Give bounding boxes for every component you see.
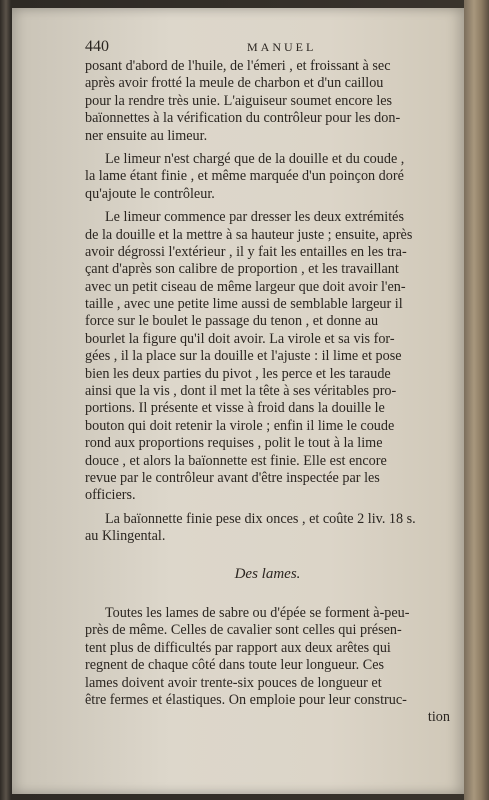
text-line: revue par le contrôleur avant d'être inspectée par les	[85, 469, 380, 486]
text-line: au Klingental.	[85, 528, 166, 545]
text-line: tion	[427, 709, 450, 726]
text-line: après avoir frotté la meule de charbon et d'un caillou	[85, 75, 384, 92]
text-line: lames doivent avoir trente-six pouces de longueur et	[85, 674, 382, 691]
text-line: douce , et alors la baïonnette est finie. Elle est encore	[85, 452, 387, 469]
text-line: gées , il la place sur la douille et l'ajuste : il lime et pose	[85, 348, 402, 365]
text-line: avoir dégrossi l'extérieur , il y fait les entailles en les tra-	[85, 243, 407, 260]
text-line: Le limeur commence par dresser les deux extrémités	[105, 209, 404, 226]
text-line: de la douille et la mettre à sa hauteur juste ; ensuite, après	[85, 226, 413, 243]
text-line: être fermes et élastiques. On emploie pour leur construc-	[85, 691, 407, 708]
text-line: Le limeur n'est chargé que de la douille et du coude ,	[105, 150, 405, 167]
text-line: portions. Il présente et visse à froid dans la douille le	[85, 400, 385, 417]
text-line: rond aux proportions requises , polit le tout à la lime	[85, 435, 383, 452]
text-line: près de même. Celles de cavalier sont celles qui présen-	[85, 622, 402, 639]
page-number: 440	[85, 38, 109, 55]
paragraph	[85, 209, 450, 505]
paragraph	[85, 151, 450, 203]
text-line: bien les deux parties du pivot , les perce et les taraude	[85, 365, 391, 382]
running-head: MANUEL	[247, 40, 317, 54]
text-line: bourlet la figure qu'il doit avoir. La virole et sa vis for-	[85, 330, 395, 347]
text-line: avec un petit ciseau de même largeur que doit avoir l'en-	[85, 278, 406, 295]
text-line: qu'ajoute le contrôleur.	[85, 185, 215, 202]
text-line: officiers.	[85, 487, 136, 504]
text-line: çant d'après son calibre de proportion , et les travaillant	[85, 261, 399, 278]
page-body	[85, 58, 450, 727]
paragraph	[85, 511, 450, 546]
text-line: bouton qui doit retenir la virole ; enfin il lime le coude	[85, 417, 395, 434]
text-line: posant d'abord de l'huile, de l'émeri , et froissant à sec	[85, 58, 391, 74]
text-line: La baïonnette finie pese dix onces , et coûte 2 liv. 18 s.	[105, 510, 416, 527]
page-edges	[464, 0, 489, 800]
paragraph	[85, 58, 450, 145]
text-line: baïonnettes à la vérification du contrôleur pour les don-	[85, 110, 401, 127]
text-line: ainsi que la vis , dont il met la tête à ses véritables pro-	[85, 383, 397, 400]
text-line: regnent de chaque côté dans toute leur longueur. Ces	[85, 657, 385, 674]
paragraph	[85, 605, 450, 727]
text-line: Toutes les lames de sabre ou d'épée se forment à-peu-	[105, 604, 410, 621]
text-line: pour la rendre très unie. L'aiguiseur soumet encore les	[85, 92, 393, 109]
section-heading: Des lames.	[234, 565, 301, 582]
text-line: tent plus de difficultés par rapport aux deux arêtes qui	[85, 639, 391, 656]
text-line: la lame étant finie , et même marquée d'un poinçon doré	[85, 168, 404, 185]
text-line: force sur le boulet le passage du tenon , et donne au	[85, 313, 379, 330]
text-line: ner ensuite au limeur.	[85, 127, 208, 144]
text-line: taille , avec une petite lime aussi de semblable largeur il	[85, 296, 403, 313]
